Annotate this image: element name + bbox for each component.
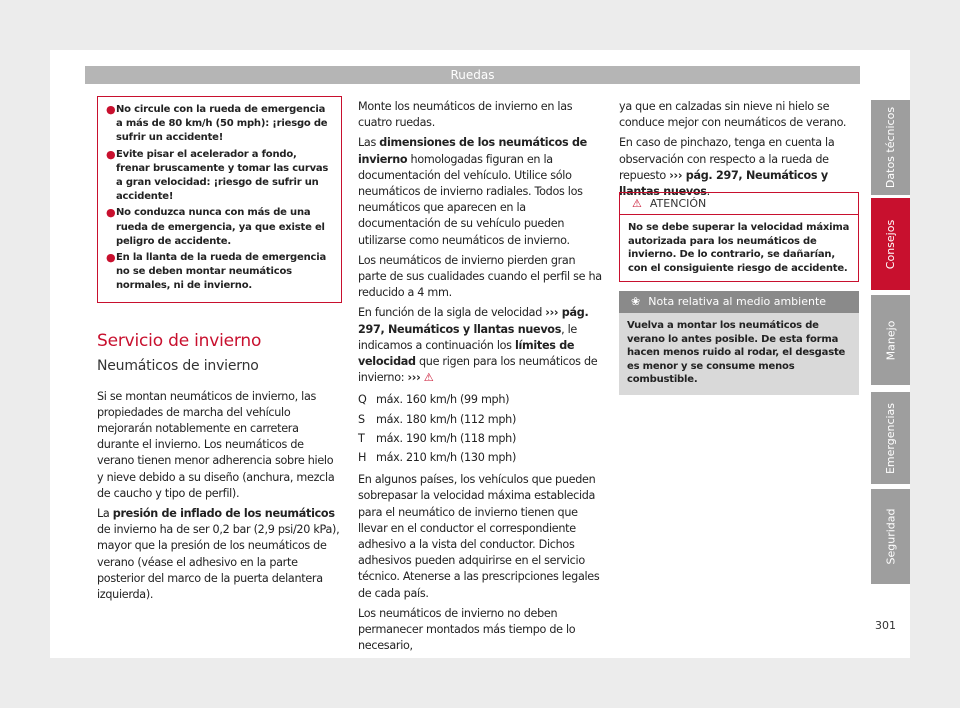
environment-note-box bbox=[619, 291, 859, 395]
page-reference-link[interactable]: ››› pág. 297, Neumáticos y llantas nuevos bbox=[358, 306, 589, 336]
tab-emergencias[interactable]: Emergencias bbox=[871, 392, 910, 484]
paragraph: En algunos países, los vehículos que pueden sobrepasar la velocidad máxima establecida para el neumático de invierno tienen que llevar en el conductor el correspondiente adhesivo a la vista del conductor. Dichos adhesivos pueden adquirirse en el servicio técnico. Atenerse a las prescripciones legales de cada país. bbox=[358, 473, 600, 600]
speed-row: T máx. 190 km/h (118 mph) bbox=[358, 431, 517, 445]
speed-row: H máx. 210 km/h (130 mph) bbox=[358, 451, 517, 465]
paragraph: ya que en calzadas sin nieve ni hielo se conduce mejor con neumáticos de verano. bbox=[619, 100, 847, 130]
section-title: Servicio de invierno bbox=[97, 330, 262, 351]
paragraph: Monte los neumáticos de invierno en las cuatro ruedas. bbox=[358, 100, 573, 130]
paragraph: Los neumáticos de invierno no deben permanecer montados más tiempo de lo necesario, bbox=[358, 606, 576, 653]
page-number: 301 bbox=[875, 619, 896, 632]
paragraph: Si se montan neumáticos de invierno, las propiedades de marcha del vehículo mejorarán notablemente en carretera durante el invierno. Los neumáticos de verano tienen menor adherencia sobre hielo y nieve debido a su diseño (anchura, mezcla de caucho y tipo de perfil). bbox=[97, 389, 335, 500]
environment-note-header: ❀ Nota relativa al medio ambiente bbox=[619, 291, 859, 313]
leaf-icon: ❀ bbox=[631, 295, 641, 308]
warning-box bbox=[97, 96, 342, 303]
warning-item: ● En la llanta de la rueda de emergencia no se deben montar neumáticos normales, ni de invierno. bbox=[106, 251, 333, 294]
bullet-icon: ● bbox=[106, 206, 116, 220]
speed-row: Q máx. 160 km/h (99 mph) bbox=[358, 393, 510, 407]
subsection-title: Neumáticos de invierno bbox=[97, 357, 259, 374]
speed-row: S máx. 180 km/h (112 mph) bbox=[358, 412, 517, 426]
environment-note-text: Vuelva a montar los neumáticos de verano lo antes posible. De esta forma hacen menos ruido al rodar, el desgaste es menor y se consume menos combustible. bbox=[627, 320, 846, 386]
reference-arrow[interactable]: ››› bbox=[407, 371, 421, 385]
warning-item: ● No conduzca nunca con más de una rueda de emergencia, ya que existe el peligro de accidente. bbox=[106, 206, 333, 249]
paragraph: La presión de inflado de los neumáticos de invierno ha de ser 0,2 bar (2,9 psi/20 kPa), mayor que la presión de los neumáticos de verano (véase el adhesivo en la parte posterior del marco de la puerta delantera izquierda). bbox=[97, 507, 340, 602]
page-reference-link[interactable]: ››› pág. 297, Neumáticos y llantas nuevos bbox=[619, 168, 828, 199]
warning-triangle-icon: ⚠ bbox=[423, 371, 434, 385]
page-header: Ruedas bbox=[85, 66, 860, 84]
column-1 bbox=[97, 96, 342, 607]
paragraph: Las dimensiones de los neumáticos de invierno homologadas figuran en la documentación del vehículo. Utilice sólo neumáticos de invierno radiales. Todos los neumáticos que aparecen en la documentación de su vehículo pueden utilizarse como neumáticos de invierno. bbox=[358, 136, 587, 247]
tab-manejo[interactable]: Manejo bbox=[871, 295, 910, 385]
attention-text: No se debe superar la velocidad máxima autorizada para los neumáticos de invierno. De lo contrario, se dañarían, con el consiguiente riesgo de accidente. bbox=[628, 222, 850, 274]
bullet-icon: ● bbox=[106, 103, 116, 116]
paragraph: Los neumáticos de invierno pierden gran parte de sus cualidades cuando el perfil se ha reducido a 4 mm. bbox=[358, 253, 602, 300]
tab-consejos[interactable]: Consejos bbox=[871, 198, 910, 290]
bullet-icon: ● bbox=[106, 147, 116, 161]
attention-header: ⚠ ATENCIÓN bbox=[620, 193, 858, 215]
tab-datos-tecnicos[interactable]: Datos técnicos bbox=[871, 100, 910, 195]
attention-box bbox=[619, 192, 859, 282]
paragraph: En caso de pinchazo, tenga en cuenta la observación con respecto a la rueda de repuesto ››› pág. 297, Neumáticos y llantas nuevos. bbox=[619, 136, 835, 199]
paragraph: En función de la sigla de velocidad ››› pág. 297, Neumáticos y llantas nuevos, le indicamos a continuación los límites de velocidad que rigen para los neumáticos de invierno: ››› ⚠ bbox=[358, 306, 598, 385]
warning-item: ● No circule con la rueda de emergencia a más de 80 km/h (50 mph): ¡riesgo de sufrir un accidente! bbox=[106, 103, 333, 146]
speed-limits-list bbox=[358, 392, 603, 466]
warning-item: ● Evite pisar el acelerador a fondo, frenar bruscamente y tomar las curvas a gran velocidad: ¡riesgo de sufrir un accidente! bbox=[106, 148, 333, 205]
warning-triangle-icon: ⚠ bbox=[632, 197, 642, 210]
column-2 bbox=[358, 99, 603, 659]
bullet-icon: ● bbox=[106, 251, 116, 265]
column-3 bbox=[619, 99, 859, 204]
tab-seguridad[interactable]: Seguridad bbox=[871, 489, 910, 584]
